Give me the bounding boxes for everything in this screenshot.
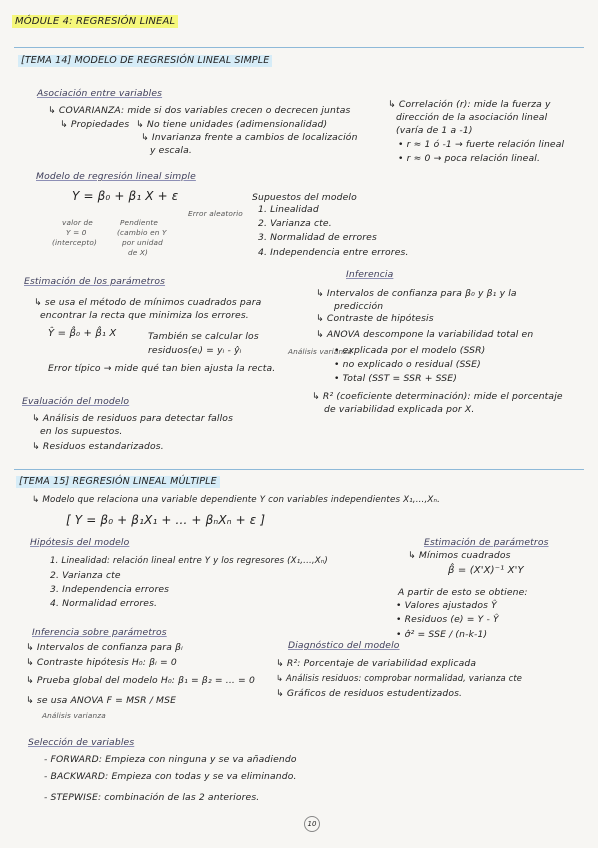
estimacion-formula: Ŷ = β̂₀ + β̂₁ X: [48, 328, 117, 339]
tema15-intro: ↳ Modelo que relaciona una variable dependiente Y con variables independientes X₁,...,Xₙ.: [32, 495, 440, 505]
inferencia-line-1: ↳ Intervalos de confianza para β₀ y β₁ y la: [316, 288, 517, 299]
contraste-hipotesis: ↳ Contraste hipótesis H₀: βᵢ = 0: [26, 657, 177, 668]
intercepto-3: (intercepto): [52, 238, 97, 247]
sigma-estimada: • σ̂² = SSE / (n-k-1): [396, 629, 488, 640]
diagnostico-title: Diagnóstico del modelo: [288, 640, 400, 651]
estimacion-parametros-title: Estimación de parámetros: [424, 537, 549, 548]
evaluacion-title: Evaluación del modelo: [22, 396, 130, 407]
r2-line-2: de variabilidad explicada por X.: [324, 404, 475, 415]
error-label: Error aleatorio: [188, 209, 243, 218]
estimacion-tambien-1: También se calcular los: [148, 331, 259, 342]
inferencia-line-6: • no explicado o residual (SSE): [334, 359, 481, 370]
correlacion-line-1: ↳ Correlación (r): mide la fuerza y: [388, 99, 551, 110]
estimacion-line-1: ↳ se usa el método de mínimos cuadrados para: [34, 297, 262, 308]
supuesto-4: 4. Independencia entre errores.: [258, 247, 409, 258]
estimacion-formula-multiple: β̂ = (X'X)⁻¹ X'Y: [448, 565, 524, 576]
supuesto-2: 2. Varianza cte.: [258, 218, 332, 229]
estimacion-title: Estimación de los parámetros: [24, 276, 166, 287]
divider-top: [14, 47, 584, 48]
divider-middle: [14, 469, 584, 470]
module-title: MÓDULE 4: REGRESIÓN LINEAL: [12, 15, 178, 28]
asociacion-title: Asociación entre variables: [37, 88, 163, 99]
forward: - FORWARD: Empieza con ninguna y se va añadiendo: [44, 754, 297, 765]
diagnostico-graficos: ↳ Gráficos de residuos estudentizados.: [276, 688, 463, 699]
backward: - BACKWARD: Empieza con todas y se va eliminando.: [44, 771, 297, 782]
hipotesis-1: 1. Linealidad: relación lineal entre Y y los regresores (X₁,...,Xₙ): [50, 556, 328, 566]
intervalos-confianza: ↳ Intervalos de confianza para βᵢ: [26, 642, 183, 653]
minimos-cuadrados: ↳ Mínimos cuadrados: [408, 550, 511, 561]
supuestos-title: Supuestos del modelo: [252, 192, 357, 203]
tema15-title: [TEMA 15] REGRESIÓN LINEAL MÚLTIPLE: [16, 476, 220, 488]
correlacion-line-5: • r ≈ 0 → poca relación lineal.: [398, 153, 541, 164]
hipotesis-title: Hipótesis del modelo: [30, 537, 130, 548]
residuos: • Residuos (e) = Y - Ŷ: [396, 614, 499, 625]
valores-ajustados: • Valores ajustados Ŷ: [396, 600, 497, 611]
prueba-global: ↳ Prueba global del modelo H₀: β₁ = β₂ = ... = 0: [26, 675, 255, 686]
propiedad-2b: y escala.: [150, 145, 192, 156]
pendiente-1: Pendiente: [120, 218, 158, 227]
inferencia-line-4: ↳ ANOVA descompone la variabilidad total en: [316, 329, 534, 340]
evaluacion-line-2: en los supuestos.: [40, 426, 123, 437]
page-number: 10: [304, 816, 320, 832]
inferencia-side-note: Análisis varianza: [288, 347, 352, 356]
a-partir-de-esto: A partir de esto se obtiene:: [398, 587, 528, 598]
intercepto-1: valor de: [62, 218, 93, 227]
supuesto-3: 3. Normalidad de errores: [258, 232, 377, 243]
inferencia-line-7: • Total (SST = SSR + SSE): [334, 373, 457, 384]
intercepto-2: Y = 0: [66, 228, 87, 237]
inferencia-line-5: • explicada por el modelo (SSR): [334, 345, 486, 356]
propiedades-label: ↳ Propiedades: [60, 119, 130, 130]
estimacion-tambien-2: residuos(eᵢ) = yᵢ - ŷᵢ: [148, 345, 242, 356]
diagnostico-r2: ↳ R²: Porcentaje de variabilidad explicada: [276, 658, 477, 669]
pendiente-2: (cambio en Y: [117, 228, 167, 237]
tema14-title: [TEMA 14] MODELO DE REGRESIÓN LINEAL SIMPLE: [18, 55, 272, 67]
pendiente-4: de X): [128, 248, 149, 257]
anova-side-note: Análisis varianza: [42, 711, 106, 720]
correlacion-line-2: dirección de la asociación lineal: [396, 112, 548, 123]
anova-f: ↳ se usa ANOVA F = MSR / MSE: [26, 695, 177, 706]
hipotesis-3: 3. Independencia errores: [50, 584, 170, 595]
estimacion-line-2: encontrar la recta que minimiza los errores.: [40, 310, 249, 321]
inferencia-parametros-title: Inferencia sobre parámetros: [32, 627, 167, 638]
supuesto-1: 1. Linealidad: [258, 204, 319, 215]
inferencia-line-2: predicción: [334, 301, 384, 312]
correlacion-line-3: (varía de 1 a -1): [396, 125, 473, 136]
evaluacion-line-3: ↳ Residuos estandarizados.: [32, 441, 164, 452]
inferencia-title: Inferencia: [346, 269, 394, 280]
error-tipico: Error típico → mide qué tan bien ajusta la recta.: [48, 363, 276, 374]
r2-line-1: ↳ R² (coeficiente determinación): mide el porcentaje: [312, 391, 563, 402]
hipotesis-2: 2. Varianza cte: [50, 570, 121, 581]
modelo-formula: Y = β₀ + β₁ X + ε: [72, 189, 179, 203]
covarianza-line: ↳ COVARIANZA: mide si dos variables crecen o decrecen juntas: [48, 105, 351, 116]
propiedad-1: ↳ No tiene unidades (adimensionalidad): [136, 119, 328, 130]
propiedad-2: ↳ Invarianza frente a cambios de localización: [141, 132, 358, 143]
hipotesis-4: 4. Normalidad errores.: [50, 598, 158, 609]
diagnostico-residuos: ↳ Análisis residuos: comprobar normalidad, varianza cte: [276, 673, 523, 683]
stepwise: - STEPWISE: combinación de las 2 anteriores.: [44, 792, 260, 803]
correlacion-line-4: • r ≈ 1 ó -1 → fuerte relación lineal: [398, 139, 565, 150]
evaluacion-line-1: ↳ Análisis de residuos para detectar fallos: [32, 413, 234, 424]
pendiente-3: por unidad: [122, 238, 163, 247]
inferencia-line-3: ↳ Contraste de hipótesis: [316, 313, 434, 324]
modelo-title: Modelo de regresión lineal simple: [36, 171, 196, 182]
tema15-formula: [ Y = β₀ + β₁X₁ + ... + βₙXₙ + ε ]: [66, 513, 266, 527]
seleccion-title: Selección de variables: [28, 737, 135, 748]
